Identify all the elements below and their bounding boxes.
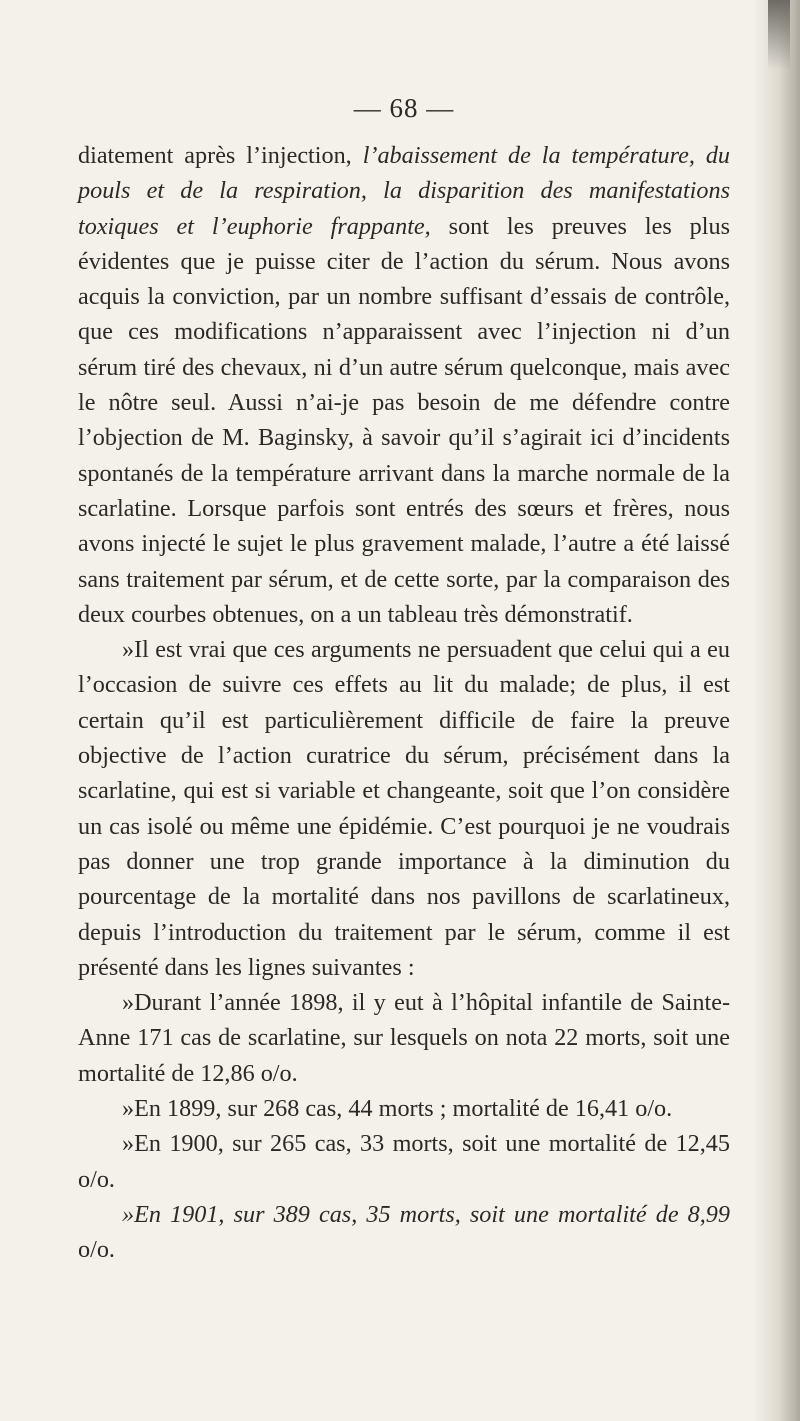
paragraph-3: »Durant l’année 1898, il y eut à l’hôpital infantile de Sainte-Anne 171 cas de scarlatine, sur lesquels on nota 22 morts, soit une mortalité de 12,86 o/o. (78, 989, 730, 1087)
paragraph-1: diatement après l’injection, l’abaissement de la température, du pouls et de la respiration, la disparition des manifestations toxiques et l’euphorie frappante, sont les preuves les plus évidentes que je puisse citer de l’action du sérum. Nous avons acquis la conviction, par un nombre suffisant d’essais de contrôle, que ces modifications n’apparaissent avec l’injection ni d’un sérum tiré des chevaux, ni d’un autre sérum quelconque, mais avec le nôtre seul. Aussi n’ai-je pas besoin de me défendre contre l’objection de M. Baginsky, à savoir qu’il s’agirait ici d’incidents spontanés de la température arrivant dans la marche normale de la scarlatine. Lorsque parfois sont entrés des sœurs et frères, nous avons injecté le sujet le plus gravement malade, l’autre a été laissé sans traitement par sérum, et de cette sorte, par la comparaison des deux courbes obtenues, on a un tableau très démonstratif. (78, 142, 731, 628)
page-number: — 68 — (353, 93, 455, 123)
paragraph-4: »En 1899, sur 268 cas, 44 morts ; mortalité de 16,41 o/o. (122, 1095, 673, 1123)
page-body (78, 138, 730, 1268)
page-edge-shadow (752, 0, 800, 1421)
paragraph-5: »En 1900, sur 265 cas, 33 morts, soit une mortalité de 12,45 o/o. (78, 1130, 730, 1193)
paragraph-2: »Il est vrai que ces arguments ne persuadent que celui qui a eu l’occasion de suivre ces effets au lit du malade; de plus, il est certain qu’il est particulièrement difficile de faire la preuve objective de l’action curatrice du sérum, précisément dans la scarlatine, qui est si variable et changeante, soit que l’on considère un cas isolé ou même une épidémie. C’est pourquoi je ne voudrais pas donner une trop grande importance à la diminution du pourcentage de la mortalité dans nos pavillons de scarlatineux, depuis l’introduction du traitement par le sérum, comme il est présenté dans les lignes suivantes : (78, 636, 730, 981)
binding-mark (768, 0, 790, 70)
paragraph-6: »En 1901, sur 389 cas, 35 morts, soit une mortalité de 8,99 o/o. (78, 1200, 730, 1264)
